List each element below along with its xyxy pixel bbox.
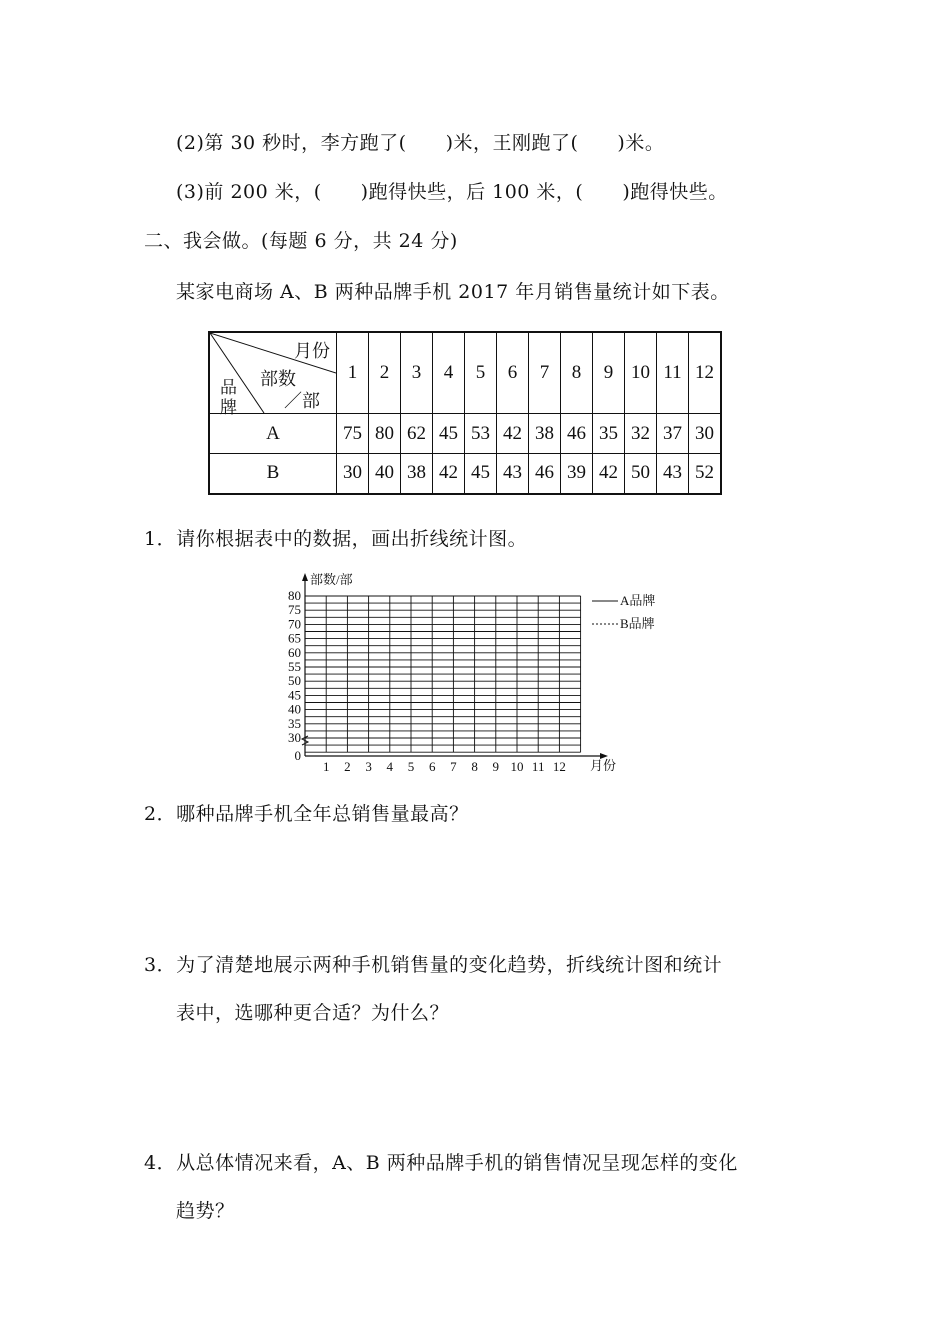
question-4-line-1: 4．从总体情况来看，A、B 两种品牌手机的销售情况呈现怎样的变化 [144,1152,738,1174]
value-cell: 30 [689,414,722,454]
value-cell: 50 [625,454,657,494]
header-brand-2: 牌 [220,398,237,417]
value-cell: 38 [401,454,433,494]
value-cell: 45 [465,454,497,494]
y-tick-label: 65 [288,630,301,646]
question-3-line-1: 3．为了清楚地展示两种手机销售量的变化趋势，折线统计图和统计 [144,954,723,976]
x-tick-label: 11 [531,759,545,774]
x-axis-label: 月份 [590,758,617,773]
value-cell: 43 [497,454,529,494]
x-tick-label: 4 [386,759,394,774]
legend-b-label: B品牌 [620,616,655,631]
y-tick-label: 75 [288,602,301,618]
value-cell: 62 [401,414,433,454]
question-1: 1．请你根据表中的数据，画出折线统计图。 [144,528,528,550]
x-tick-label: 3 [365,759,372,774]
value-cell: 35 [593,414,625,454]
value-cell: 40 [369,454,401,494]
value-cell: 30 [337,454,369,494]
value-cell: 52 [689,454,722,494]
brand-cell: B [209,454,337,494]
x-tick-label: 10 [510,759,524,774]
y-axis-label: 部数/部 [310,572,353,587]
value-cell: 42 [593,454,625,494]
y-tick-label: 45 [288,687,301,703]
y-tick-label: 80 [288,588,301,603]
value-cell: 46 [561,414,593,454]
y-tick-label: 0 [294,748,301,763]
table-row [209,454,721,494]
x-tick-labels [323,759,566,774]
x-tick-label: 7 [450,759,457,774]
y-tick-label: 55 [288,659,301,674]
value-cell: 43 [657,454,689,494]
x-tick-label: 6 [428,759,436,774]
axis-break-icon [302,736,308,745]
y-tick-label: 70 [288,616,301,632]
month-cell: 1 [337,332,369,414]
section-title: 二、我会做。(每题 6 分，共 24 分) [144,230,458,252]
blank-line-chart-grid [280,570,680,780]
month-cell: 4 [433,332,465,414]
header-brand-1: 品 [220,378,237,397]
x-tick-label: 5 [407,759,415,774]
month-cell: 5 [465,332,497,414]
x-tick-label: 9 [492,759,500,774]
table-row [209,414,721,454]
month-cell: 3 [401,332,433,414]
x-tick-label: 2 [344,759,351,774]
month-cell: 11 [657,332,689,414]
month-cell: 8 [561,332,593,414]
question-2: 2．哪种品牌手机全年总销售量最高？ [144,803,469,825]
value-cell: 80 [369,414,401,454]
month-cell: 6 [497,332,529,414]
header-count: 部数 [260,369,296,389]
value-cell: 32 [625,414,657,454]
grid-lines [305,596,581,752]
y-tick-label: 40 [288,701,301,717]
question-3-line-2: 表中，选哪种更合适？为什么？ [176,1002,450,1024]
y-tick-label: 50 [288,673,301,689]
month-cell: 12 [689,332,722,414]
header-unit: ／部 [284,391,320,411]
month-cell: 10 [625,332,657,414]
month-cell: 2 [369,332,401,414]
x-tick-label: 12 [552,759,566,774]
month-cell: 9 [593,332,625,414]
table-header-corner [209,332,337,417]
value-cell: 37 [657,414,689,454]
y-tick-label: 60 [288,644,301,660]
question-3-top: (3)前 200 米，( )跑得快些，后 100 米，( )跑得快些。 [176,181,728,203]
month-cell: 7 [529,332,561,414]
y-tick-labels [288,588,301,763]
header-month: 月份 [294,341,330,361]
sales-table [208,331,722,495]
x-tick-label: 1 [322,759,330,774]
value-cell: 45 [433,414,465,454]
y-axis-arrow-icon [302,573,308,581]
question-2-top: (2)第 30 秒时，李方跑了( )米，王刚跑了( )米。 [176,132,665,154]
y-tick-label: 35 [288,715,301,731]
value-cell: 39 [561,454,593,494]
y-tick-label: 30 [288,730,301,745]
value-cell: 53 [465,414,497,454]
value-cell: 38 [529,414,561,454]
legend-a-label: A品牌 [620,593,656,608]
section-intro: 某家电商场 A、B 两种品牌手机 2017 年月销售量统计如下表。 [176,281,730,303]
value-cell: 42 [433,454,465,494]
x-tick-label: 8 [471,759,478,774]
question-4-line-2: 趋势？ [176,1200,235,1222]
brand-cell: A [209,414,337,454]
value-cell: 42 [497,414,529,454]
value-cell: 46 [529,454,561,494]
value-cell: 75 [337,414,369,454]
